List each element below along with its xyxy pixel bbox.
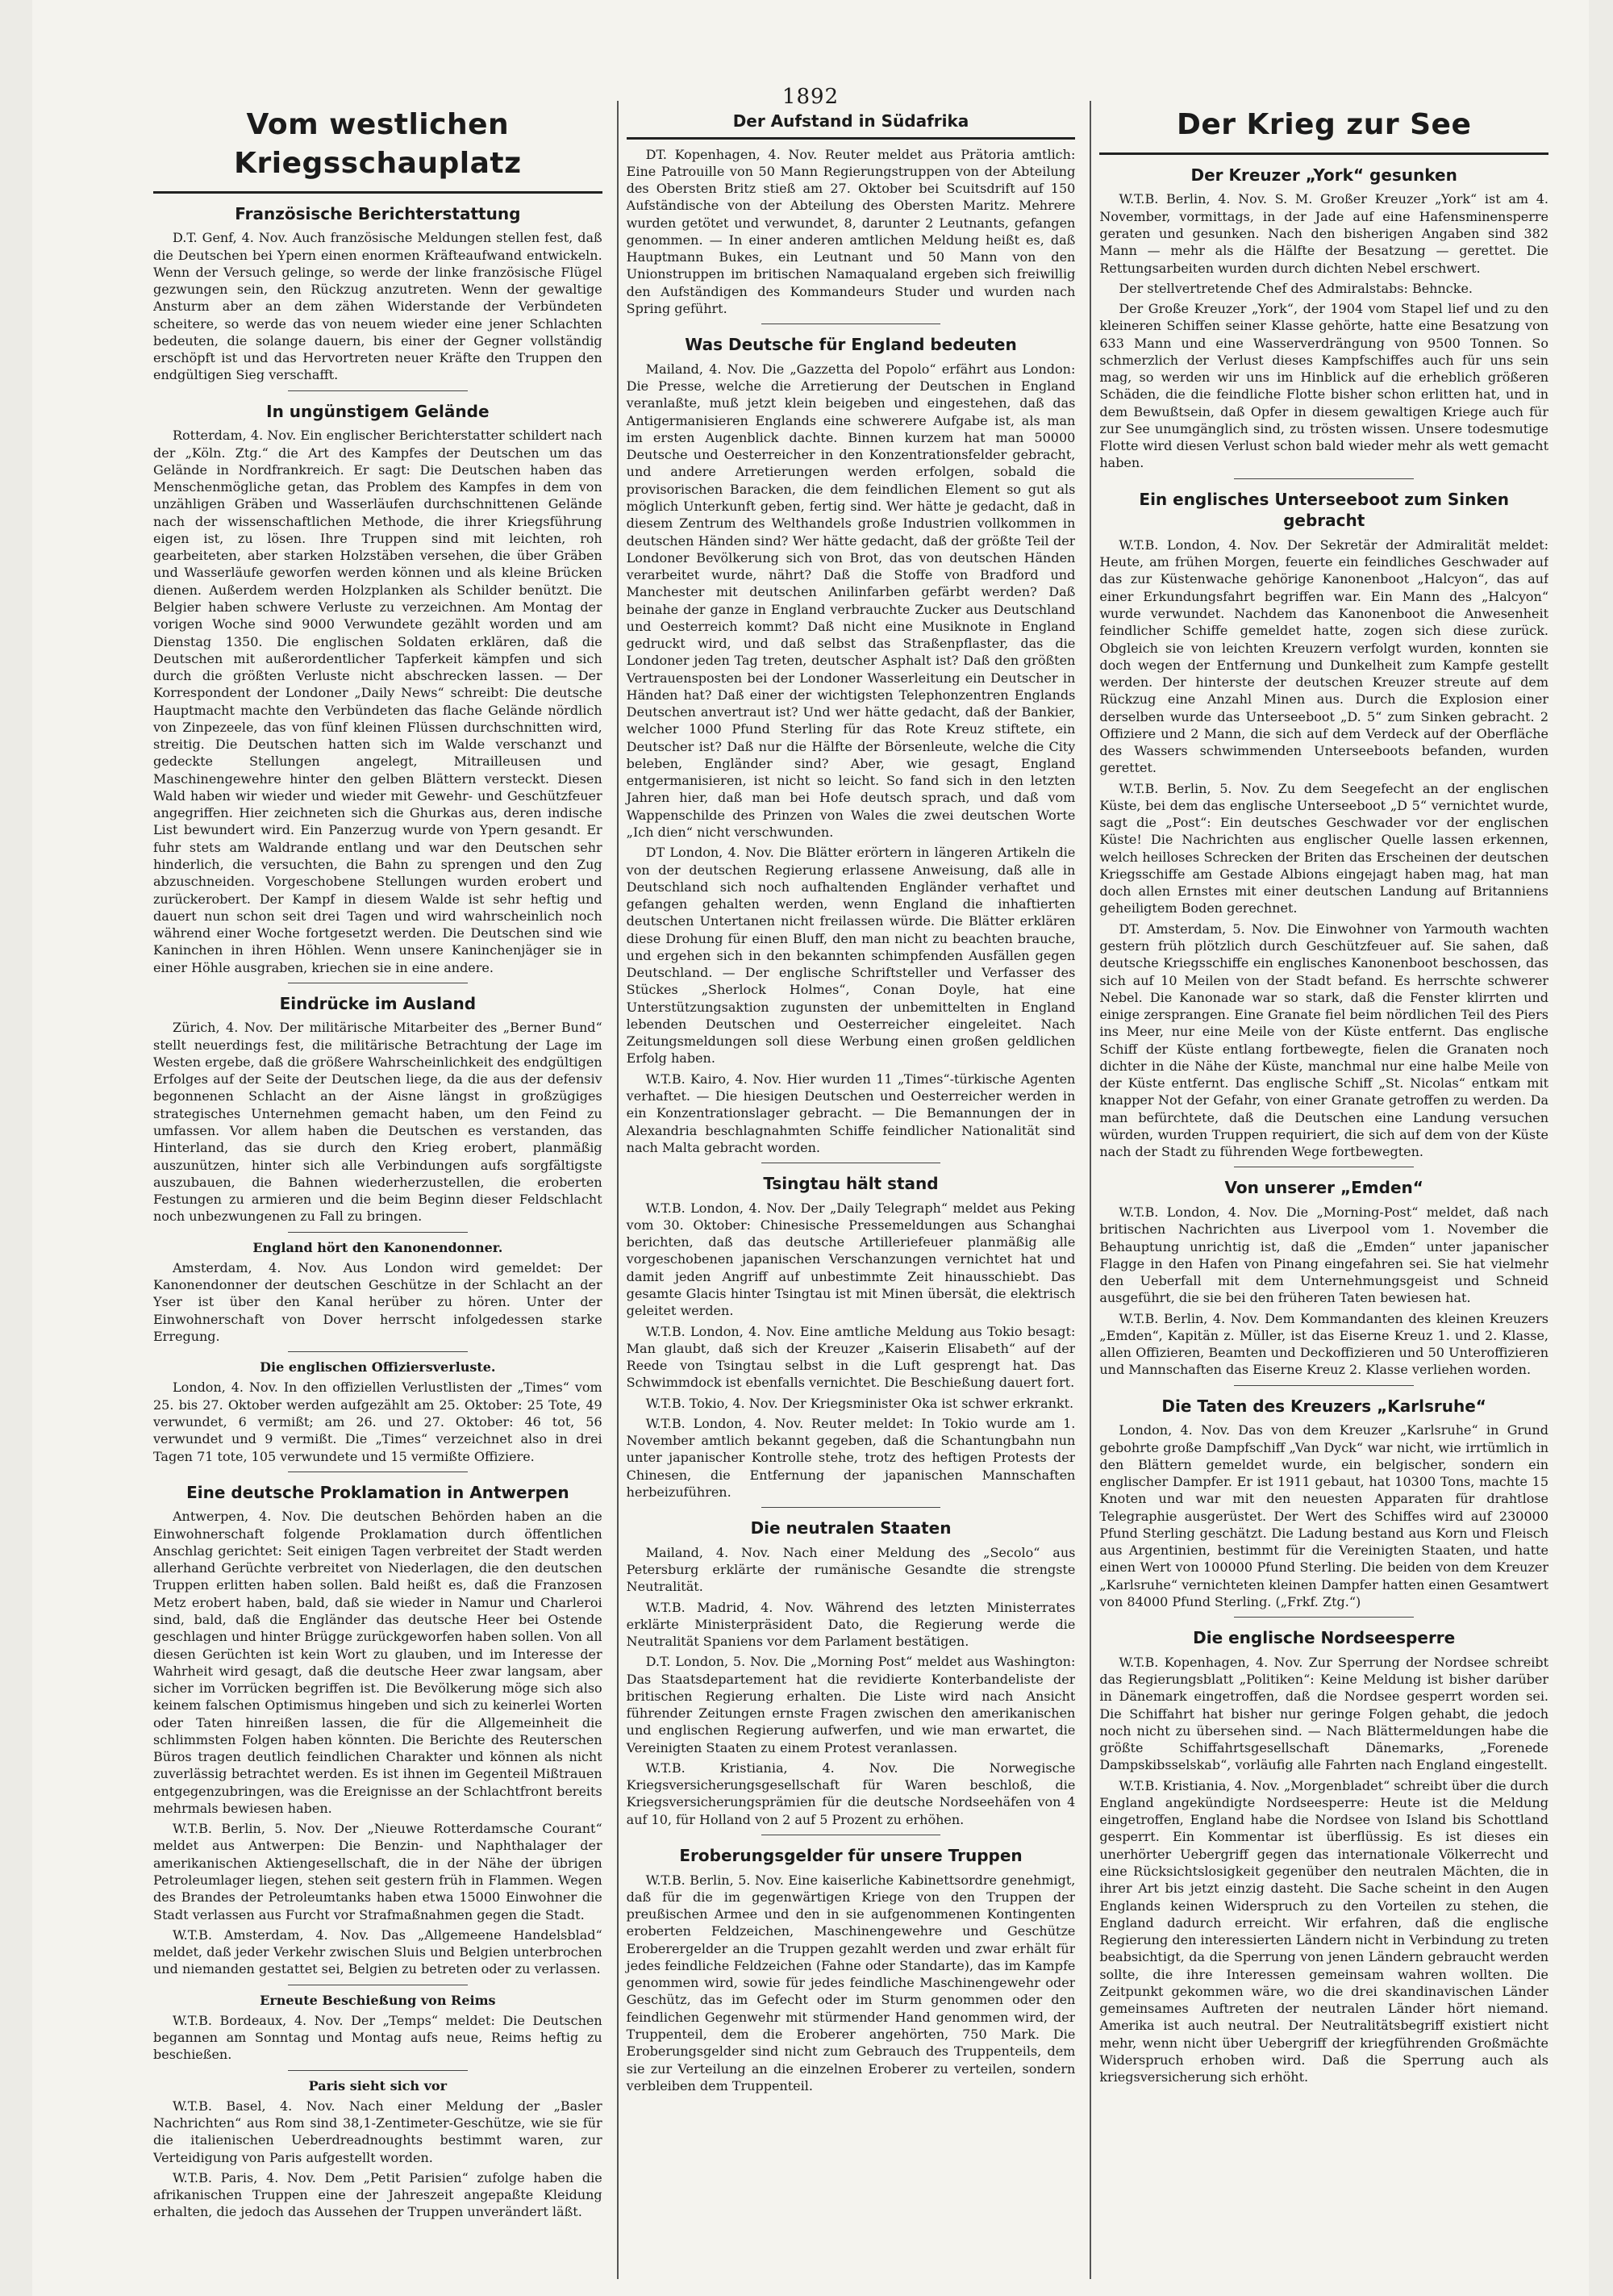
section-heading: In ungünstigem Gelände xyxy=(266,401,490,421)
article-paragraph: DT. Amsterdam, 5. Nov. Die Einwohner von Yarmouth wachten gestern früh plötzlich durch Geschützfeuer auf. Sie sahen, daß deutsche Kriegsschiffe ein englisches Kanonenboot beschossen, das sich auf 10 Meilen von der Stadt befand. Es herrschte schwerer Nebel. Die Kanonade war so stark, daß die Fenster klirrten und einige zersprangen. Eine Granate fiel beim nördlichen Teil des Piers ins Meer, nur eine Meile von der Küste entfernt. Das englische Schiff der Küste entlang fortbewegte, fielen die Granaten noch dichter in die Nähe der Küste, manchmal nur eine halbe Meile von der Küste entfernt. Das englische Schiff „St. Nicolas“ entkam mit knapper Not der Gefahr, von einer Granate getroffen zu werden. Da man befürchtete, daß die Deutschen eine Landung versuchen würden, wurden Truppen requiriert, die sich auf dem von der Küste nach der Stadt zu führenden Wege fortbewegten. xyxy=(1099,920,1549,1160)
article-paragraph: Mailand, 4. Nov. Nach einer Meldung des „Secolo“ aus Petersburg erklärte der rumänische Gesandte die strengste Neutralität. xyxy=(626,1544,1076,1595)
article-paragraph: W.T.B. Kristiania, 4. Nov. „Morgenbladet“ schreibt über die durch England angekündigte Nordseesperre: Heute ist die Meldung eingetroffen, England habe die Nordsee von Island bis Schottland gesperrt. Ein Kommentar ist überflüssig. Es ist dieses ein unerhörter Uebergriff gegen das internationale Völkerrecht und eine Rücksichtslosigkeit gegenüber den neutralen Mächten, die in ihrer Art bis jetzt einzig dasteht. Die Sache scheint in den Augen Englands keinen Widerspruch zu den Vorteilen zu stehen, die England dadurch erreicht. Wir erfahren, daß die englische Regierung den interessierten Ländern nicht in Verbindung zu treten beabsichtigt, da die Sperrung von jenen Ländern gebraucht werden sollte, die ihre Interessen gemeinsam wahren wollten. Die Zeitpunkt gekommen wäre, wo die drei skandinavischen Länder gemeinsames Auftreten der neutralen Länder hört niemand. Amerika ist auch neutral. Der Neutralitätsbegriff existiert nicht mehr, wenn nicht über Uebergriff der kriegführenden Großmächte Widerspruch erhoben wird. Daß die Sperrung auch als kriegsversicherung sich erhöht. xyxy=(1099,1777,1549,2085)
section-heading: Von unserer „Emden“ xyxy=(1224,1178,1423,1198)
article-paragraph: Zürich, 4. Nov. Der militärische Mitarbeiter des „Berner Bund“ stellt neuerdings fest, die militärische Betrachtung der Lage im Westen ergebe, daß die größere Wahrscheinlichkeit des endgültigen Erfolges auf der Seite der Deutschen liege, da die aus der defensiv begonnenen Schlacht an der Aisne längst in großzügiges strategisches Unternehmen gemacht haben, um den Feind zu umfassen. Vor allem haben die Deutschen es verstanden, das Hinterland, das sie durch den Krieg erobert, planmäßig auszunützen, hinter sich alle Verbindungen aufs sorgfältigste auszubauen, die Bahnen wiederherzustellen, die eroberten Festungen zu armieren und die beim Beginn dieser Feldschlacht noch unbezwungenen zu Fall zu bringen. xyxy=(153,1020,602,1225)
section-heading: Die Taten des Kreuzers „Karlsruhe“ xyxy=(1161,1396,1486,1416)
section-heading: Eindrücke im Ausland xyxy=(279,993,477,1013)
section-heading: Eine deutsche Proklamation in Antwerpen xyxy=(186,1482,569,1502)
article-paragraph: Antwerpen, 4. Nov. Die deutschen Behörden haben an die Einwohnerschaft folgende Proklamation durch öffentlichen Anschlag gerichtet: Seit einigen Tagen verbreitet der Stadt werden allerhand Gerüchte verbreitet von Niederlagen, die den deutschen Truppen erlitten haben sollen. Bald heißt es, daß die Franzosen Metz erobert haben, bald, daß sie wieder in Namur und Charleroi sind, bald, daß die Engländer das deutsche Heer bei Ostende geschlagen und hinter Brügge zurückgeworfen haben sollen. Von all diesen Gerüchten ist kein Wort zu glauben, und im Interesse der Wahrheit wird gesagt, daß die deutsche Heer zwar langsam, aber sicher im Vorrücken begriffen ist. Die Bevölkerung möge sich also keinem falschen Optimismus hingeben und sich zu keinerlei Worten oder Taten hinreißen lassen, die für die Allgemeinheit die schlimmsten Folgen haben könnten. Die Berichte des Reuterschen Büros tragen deutlich feindlichen Charakter und können als nicht zuverlässig betrachtet werden. Es ist ihnen im Gegenteil Mißtrauen entgegenzubringen, was die Ereignisse an der Schlachtfront bereits mehrmals bewiesen haben. xyxy=(153,1509,602,1816)
article-paragraph: W.T.B. Kairo, 4. Nov. Hier wurden 11 „Times“-türkische Agenten verhaftet. — Die hiesigen Deutschen und Oesterreicher werden in ein Konzentrationslager gebracht. — Die Bemannungen der in Alexandria beschlagnahmten Schiffe feindlicher Nationalität sind nach Malta gebracht worden. xyxy=(626,1071,1076,1155)
article-paragraph: D.T. Genf, 4. Nov. Auch französische Meldungen stellen fest, daß die Deutschen bei Ypern einen enormen Kräfteaufwand entwickeln. Wenn der Versuch gelinge, so werde der linke französische Flügel gezwungen sein, den Rückzug anzutreten. Wenn der gewaltige Ansturm aber an dem zähen Widerstande der Verbündeten scheitere, so werde das von neuem wieder eine jener Schlachten bedeuten, die solange dauern, bis einer der Gegner vollständig erschöpft ist und das Hervortreten neuer Kräfte den Truppen den endgültigen Sieg verschafft. xyxy=(153,230,602,383)
headline-rule xyxy=(153,191,602,194)
section-heading: Paris sieht sich vor xyxy=(308,2077,447,2094)
article-paragraph: D.T. London, 5. Nov. Die „Morning Post“ meldet aus Washington: Das Staatsdepartement hat die revidierte Konterbandeliste der britischen Regierung erhalten. Die Liste wird nach Ansicht führender Zeitungen ernste Fragen zwischen den amerikanischen und englischen Regierung aufwerfen, und wie man erwartet, die Vereinigten Staaten zu einem Protest veranlassen. xyxy=(626,1654,1076,1755)
columns xyxy=(153,101,1548,2279)
article-paragraph: W.T.B. Bordeaux, 4. Nov. Der „Temps“ meldet: Die Deutschen begannen am Sonntag und Montag aufs neue, Reims heftig zu beschießen. xyxy=(153,2012,602,2063)
article-paragraph: London, 4. Nov. Das von dem Kreuzer „Karlsruhe“ in Grund gebohrte große Dampfschiff „Van Dyck“ war nicht, wie irrtümlich in den Blättern gemeldet wurde, ein belgischer, sondern ein englischer Dampfer. Er ist 1911 gebaut, hat 10300 Tons, machte 15 Knoten und war mit den neuesten Apparaten für drahtlose Telegraphie ausgerüstet. Der Wert des Schiffes wird auf 230000 Pfund Sterling geschätzt. Die Ladung bestand aus Korn und Fleisch aus Argentinien, bestimmt für die Vereinigten Staaten, und hatte einen Wert von 100000 Pfund Sterling. Die beiden von dem Kreuzer „Karlsruhe“ vernichteten kleinen Dampfer hatten einen Gesamtwert von 84000 Pfund Sterling. („Frkf. Ztg.“) xyxy=(1099,1422,1549,1609)
section-divider xyxy=(1234,1617,1414,1618)
section-heading: Was Deutsche für England bedeuten xyxy=(685,335,1017,355)
article-paragraph: DT London, 4. Nov. Die Blätter erörtern in längeren Artikeln die von der deutschen Regierung erlassene Anweisung, daß alle in Deutschland sich noch aufhaltenden Engländer verhaftet und gefangen gehalten werden, wenn England die inhaftierten deutschen Untertanen nicht freilassen würde. Die Blätter erklären diese Drohung für einen Bluff, den man nicht zu beachten brauche, und ergehen sich in den bekannten schimpfenden Ausfällen gegen Deutschland. — Der englische Schriftsteller und Verfasser des Stückes „Sherlock Holmes“, Conan Doyle, hat eine Unterstützungsaktion zugunsten der unbemittelten in England lebenden Deutschen und Oesterreicher eingeleitet. Nach Zeitungsmeldungen soll diese Werbung einen großen geldlichen Erfolg haben. xyxy=(626,845,1076,1067)
article-paragraph: W.T.B. Berlin, 5. Nov. Zu dem Seegefecht an der englischen Küste, bei dem das englische Unterseeboot „D 5“ vernichtet wurde, sagt die „Post“: Ein deutsches Geschwader vor der englischen Küste! Die Nachrichten aus englischer Quelle lassen erkennen, welch heilloses Schrecken der Briten das Erscheinen der deutschen Kriegsschiffe am Gestade Albions eingejagt haben mag, hat man doch allen Ernstes mit einer deutschen Landung auf Britanniens geheiligtem Boden gerechnet. xyxy=(1099,780,1549,916)
headline-rule xyxy=(1099,152,1548,155)
article-paragraph: DT. Kopenhagen, 4. Nov. Reuter meldet aus Prätoria amtlich: Eine Patrouille von 50 Mann Regierungstruppen von der Abteilung des Obersten Britz stieß am 27. Oktober bei Scuitsdrift auf 150 Aufständische von der Abteilung des Obersten Maritz. Mehrere wurden getötet und verwundet, 8, darunter 2 Leutnants, gefangen genommen. — In einer anderen amtlichen Meldung heißt es, daß Hauptmann Bukes, ein Leutnant und 50 Mann von den Unionstruppen im britischen Namaqualand ergeben sich freiwillig den Aufständigen des Kommandeurs Studer und wurden nach Spring geführt. xyxy=(626,146,1076,316)
article-paragraph: W.T.B. Tokio, 4. Nov. Der Kriegsminister Oka ist schwer erkrankt. xyxy=(645,1395,1074,1411)
article-paragraph: W.T.B. Amsterdam, 4. Nov. Das „Allgemeene Handelsblad“ meldet, daß jeder Verkehr zwischen Sluis und Belgien unterbrochen und niemanden gestattet sei, Belgien zu betreten oder zu verlassen. xyxy=(153,1927,602,1977)
section-divider xyxy=(288,2070,468,2071)
article-paragraph: Rotterdam, 4. Nov. Ein englischer Berichterstatter schildert nach der „Köln. Ztg.“ die Art des Kampfes der Deutschen um das Gelände in Nordfrankreich. Er sagt: Die Deutschen haben das Menschenmögliche getan, das Problem des Kampfes in dem von unzähligen Gräben und Wasserläufen durchschnittenen Gelände nach der wissenschaftlichen Methode, die ihrer Kriegsführung eigen ist, zu lösen. Ihre Truppen sind mit leichten, roh gearbeiteten, aber starken Holzstäben versehen, die über Gräben und Wasserläufe geworfen werden können und als kleine Brücken dienen. Außerdem werden Holzplanken als Schilder benützt. Die Belgier haben schwere Verluste zu verzeichnen. Am Montag der vorigen Woche sind 9000 Verwundete gezählt worden und am Dienstag 1350. Die englischen Soldaten erklären, daß die Deutschen mit außerordentlicher Tapferkeit kämpfen und sich durch die größten Verluste nicht abschrecken lassen. — Der Korrespondent der Londoner „Daily News“ schreibt: Die deutsche Hauptmacht machte den Verbündeten das flache Gelände nördlich von Zinpezeele, das von fünf kleinen Flüssen durchschnitten wird, streitig. Die Deutschen hatten sich im Walde verschanzt und gedeckte Stellungen angelegt, Mitrailleusen und Maschinengewehre hinter den gelben Blättern versteckt. Diesen Wald haben wir wieder und wieder mit Gewehr- und Geschützfeuer angegriffen. Hier zeichneten sich die Ghurkas aus, deren indische List bewundert wird. Ein Panzerzug wurde von Ypern gesandt. Er fuhr stets am Waldrande entlang und war den Deutschen sehr hinderlich, die versuchten, die Bahn zu sprengen und den Zug abzuschneiden. Vorgeschobene Stellungen wurden erobert und zurückerobert. Der Kampf in diesem Walde ist sehr heftig und dauert nun schon seit drei Tagen und wird wahrscheinlich noch während einer Woche fortgesetzt werden. Die Deutschen sind wie Kaninchen in ihren Höhlen. Wenn unsere Kaninchenjäger sie in einer Höhle ausgraben, kriechen sie in eine andere. xyxy=(153,428,602,975)
section-heading: Ein englisches Unterseeboot zum Sinken gebracht xyxy=(1139,489,1509,531)
column-naval-war xyxy=(1090,101,1548,2279)
article-paragraph: W.T.B. Kopenhagen, 4. Nov. Zur Sperrung der Nordsee schreibt das Regierungsblatt „Politiken“: Keine Meldung ist bisher darüber in Dänemark eingetroffen, daß die Nordsee gesperrt worden sei. Die Schiffahrt hat bisher nur geringe Folgen gehabt, die jedoch noch nicht zu übersehen sind. — Nach Blättermeldungen habe die größte Schiffahrtsgesellschaft Dänemarks, „Forenede Dampskibsselskab“, vorläufig alle Fahrten nach England eingestellt. xyxy=(1099,1654,1549,1773)
article-paragraph: W.T.B. London, 4. Nov. Die „Morning-Post“ meldet, daß nach britischen Nachrichten aus Liverpool vom 1. November die Behauptung unrichtig ist, daß die „Emden“ unter japanischer Flagge in den Hafen von Pinang eingefahren sei. Sie hat vielmehr den Ueberfall mit dem Unternehmungsgeist und Schneid ausgeführt, die sie bei den früheren Taten bewiesen hat. xyxy=(1099,1204,1549,1306)
article-paragraph: Der Große Kreuzer „York“, der 1904 vom Stapel lief und zu den kleineren Schiffen seiner Klasse gehörte, hatte eine Besatzung von 633 Mann und eine Wasserverdrängung von 9500 Tonnen. So schmerzlich der Verlust dieses Kampfschiffes auch für uns sein mag, so werden wir uns im Hinblick auf die erheblich größeren Schäden, die die feindliche Flotte bisher schon erlitten hat, und in dem Bewußtsein, daß Opfer in diesem gewaltigen Kriege auch für zur See unumgänglich sind, zu trösten wissen. Unsere todesmutige Flotte wird diesen Verlust schon bald wieder mehr als wett gemacht haben. xyxy=(1099,301,1549,471)
article-paragraph: W.T.B. Basel, 4. Nov. Nach einer Meldung der „Basler Nachrichten“ aus Rom sind 38,1-Zentimeter-Geschütze, wie sie für die italienischen Ueberdreadnoughts bestimmt waren, zur Verteidigung von Paris aufgestellt worden. xyxy=(153,2098,602,2165)
section-heading: Die englische Nordseesperre xyxy=(1193,1628,1456,1648)
section-divider xyxy=(1234,1385,1414,1386)
column-headline: Vom westlichen Kriegsschauplatz xyxy=(234,108,522,180)
column-south-africa xyxy=(617,101,1076,2279)
article-paragraph: W.T.B. Madrid, 4. Nov. Während des letzten Ministerrates erklärte Ministerpräsident Dato, die Regierung werde die Neutralität Spaniens vor dem Parlament bestätigen. xyxy=(626,1599,1076,1650)
section-heading: Eroberungsgelder für unsere Truppen xyxy=(679,1846,1023,1866)
article-paragraph: W.T.B. Berlin, 4. Nov. S. M. Großer Kreuzer „York“ ist am 4. November, vormittags, in der Jade auf eine Hafensminensperre geraten und gesunken. Nach den bisherigen Angaben sind 382 Mann — mehr als die Hälfte der Besatzung — gerettet. Die Rettungsarbeiten wurden durch dichten Nebel erschwert. xyxy=(1099,191,1549,276)
article-paragraph: W.T.B. London, 4. Nov. Reuter meldet: In Tokio wurde am 1. November amtlich bekannt gegeben, daß die Schantungbahn nun unter japanischer Kontrolle stehe, trotz des heftigen Protests der Chinesen, die Entfernung der japanischen Mannschaften herbeizuführen. xyxy=(626,1415,1076,1500)
section-heading: England hört den Kanonendonner. xyxy=(252,1239,503,1255)
section-divider xyxy=(761,1507,941,1508)
article-paragraph: W.T.B. Paris, 4. Nov. Dem „Petit Parisien“ zufolge haben die afrikanischen Truppen eine der Jahreszeit angepaßte Kleidung erhalten, die jedoch das Aussehen der Truppen unverändert läßt. xyxy=(153,2169,602,2220)
article-paragraph: Mailand, 4. Nov. Die „Gazzetta del Popolo“ erfährt aus London: Die Presse, welche die Arretierung der Deutschen in England veranlaßte, muß jetzt klein beigeben und eingestehen, daß das Antigermanisieren Englands eine schwerere Aufgabe ist, als man im ersten Augenblick dachte. Binnen kurzem hat man 50000 Deutsche und Oesterreicher in den Konzentrationsfelder gebracht, und andere Arretierungen werden erfolgen, sobald die provisorischen Baracken, die dem feindlichen Element so gut als möglich Unterkunft geben, fertig sind. Wer hätte je gedacht, daß in diesem Zentrum des Welthandels große Industrien vollkommen in deutschen Händen sind? Wer hätte gedacht, daß der größte Teil der Londoner Bevölkerung sich von Brot, das von deutschen Händen verarbeitet wurde, nährt? Daß die Stoffe von Bradford und Manchester mit deutschen Anilinfarben gefärbt werden? Daß beinahe der ganze in England verbrauchte Zucker aus Deutschland und Oesterreich kommt? Daß nicht eine Musiknote in England gedruckt wird, und daß selbst das Straßenpflaster, das die Londoner jeden Tag treten, deutscher Asphalt ist? Daß den größten Vertrauensposten bei der Londoner Wasserleitung ein Deutscher in Händen hat? Daß einer der wichtigsten Telephonzentren Englands Deutschen anvertraut ist? Und wer hätte gedacht, daß der Bankier, welcher 1000 Pfund Sterling für das Rote Kreuz stiftete, ein Deutscher ist? Daß nur die Hälfte der Börsenleute, welche die City beleben, Engländer sind? Aber, wie gesagt, England entgermanisieren, ist nicht so leicht. So fand sich in den letzten Jahren hier, daß man bei Hofe deutsch sprach, und daß vom Wappenschilde des Prinzen von Wales die zwei deutschen Worte „Ich dien“ nicht verschwunden. xyxy=(626,361,1076,841)
section-heading: Tsingtau hält stand xyxy=(763,1174,939,1194)
article-paragraph: W.T.B. Berlin, 5. Nov. Eine kaiserliche Kabinettsordre genehmigt, daß für die im gegenwärtigen Kriege von den Truppen der preußischen Armee und den in sie aufgenommenen Kontingenten eroberten Feldzeichen, Maschinengewehre und Geschütze Eroberergelder an die Truppen gezahlt werden und zwar erhält für jedes feindliche Feldzeichen (Fahne oder Standarte), das im Kampfe genommen wird, sowie für jedes feindliche Maschinengewehr oder Geschütz, das im Gefecht oder im Sturm genommen oder den feindlichen Gegenwehr mit stürmender Hand genommen wird, der Truppenteil, dem die Eroberer angehörten, 750 Mark. Die Eroberungsgelder sind nicht zum Gebrauch des Truppenteils, dem sie zur Verteilung an die einzelnen Eroberer zu verteilen, sondern verbleiben dem Truppenteil. xyxy=(626,1872,1076,2094)
page-number: 1892 xyxy=(781,85,840,109)
column-headline: Der Aufstand in Südafrika xyxy=(732,111,969,131)
column-west-front xyxy=(153,101,602,2279)
headline-rule xyxy=(627,137,1076,140)
article-paragraph: Amsterdam, 4. Nov. Aus London wird gemeldet: Der Kanonendonner der deutschen Geschütze in der Schlacht an der Yser ist über den Kanal herüber zu hören. Unter der Einwohnerschaft von Dover herrscht infolgedessen starke Erregung. xyxy=(153,1259,602,1344)
section-heading: Französische Berichterstattung xyxy=(235,203,521,223)
article-paragraph: W.T.B. Kristiania, 4. Nov. Die Norwegische Kriegsversicherungsgesellschaft für Waren beschloß, die Kriegsversicherungsprämien für die deutsche Nordseehäfen von 4 auf 10, für Holland von 2 auf 5 Prozent zu erhöhen. xyxy=(626,1760,1076,1827)
article-paragraph: W.T.B. Berlin, 4. Nov. Dem Kommandanten des kleinen Kreuzers „Emden“, Kapitän z. Müller, ist das Eiserne Kreuz 1. und 2. Klasse, allen Offizieren, Beamten und Deckoffizieren und 50 Unteroffizieren und Mannschaften das Eiserne Kreuz 2. Klasse verliehen worden. xyxy=(1099,1310,1549,1378)
article-paragraph: London, 4. Nov. In den offiziellen Verlustlisten der „Times“ vom 25. bis 27. Oktober werden aufgezählt am 25. Oktober: 25 Tote, 49 verwundet, 6 vermißt; am 26. und 27. Oktober: 46 tot, 56 verwundet und 9 vermißt. Die „Times“ verzeichnet also in drei Tagen 71 tote, 105 verwundete und 15 vermißte Offiziere. xyxy=(153,1380,602,1464)
article-paragraph: W.T.B. London, 4. Nov. Der Sekretär der Admiralität meldet: Heute, am frühen Morgen, feuerte ein feindliches Geschwader auf das zur Küstenwache gehörige Kanonenboot „Halcyon“, das auf einer Erkundungsfahrt begriffen war. Ein Mann des „Halcyon“ wurde verwundet. Nachdem das Kanonenboot die Anwesenheit feindlicher Schiffe gemeldet hatte, zogen sich diese zurück. Obgleich sie von leichten Kreuzern verfolgt wurden, konnten sie doch wegen der Entfernung und Dunkelheit zum Kampfe gestellt werden. Der hinterste der deutschen Kreuzer streute auf dem Rückzug eine Anzahl Minen aus. Durch die Explosion einer derselben wurde das Unterseeboot „D. 5“ zum Sinken gebracht. 2 Offiziere und 2 Mann, die sich auf dem Verdeck auf der Oberfläche des Wassers schwimmenden Unterseeboots befanden, wurden gerettet. xyxy=(1099,536,1549,776)
section-heading: Der Kreuzer „York“ gesunken xyxy=(1190,165,1457,185)
article-paragraph: W.T.B. London, 4. Nov. Eine amtliche Meldung aus Tokio besagt: Man glaubt, daß sich der Kreuzer „Kaiserin Elisabeth“ auf der Reede von Tsingtau selbst in die Luft gesprengt hat. Das Schwimmdock ist ebenfalls vernichtet. Die Beschießung dauert fort. xyxy=(626,1323,1076,1391)
article-paragraph: Der stellvertretende Chef des Admiralstabs: Behncke. xyxy=(1119,280,1473,296)
article-paragraph: W.T.B. London, 4. Nov. Der „Daily Telegraph“ meldet aus Peking vom 30. Oktober: Chinesische Pressemeldungen aus Schanghai berichten, daß das deutsche Artilleriefeuer planmäßig alle vorgeschobenen japanischen Verschanzungen vernichtet hat und damit jeden Angriff auf unbestimmte Zeit hinausschiebt. Das gesamte Glacis hinter Tsingtau ist mit Minen übersät, die elektrisch geleitet werden. xyxy=(626,1200,1076,1319)
section-heading: Die englischen Offiziersverluste. xyxy=(260,1359,496,1376)
section-heading: Die neutralen Staaten xyxy=(750,1518,952,1538)
article-paragraph: W.T.B. Berlin, 5. Nov. Der „Nieuwe Rotterdamsche Courant“ meldet aus Antwerpen: Die Benzin- und Naphthalager der amerikanischen Aktiengesellschaft, die in der Nähe der übrigen Petroleumlager liegen, stehen seit gestern früh in Flammen. Wegen des Brandes der Petroleumtanks haben etwa 15000 Einwohner die Stadt verlassen aus Furcht vor Strafmaßnahmen gegen die Stadt. xyxy=(153,1821,602,1922)
section-heading: Erneute Beschießung von Reims xyxy=(260,1992,496,2008)
section-divider xyxy=(1234,478,1414,479)
newspaper-page xyxy=(32,0,1589,2296)
section-divider xyxy=(288,1232,468,1233)
section-divider xyxy=(288,1351,468,1352)
section-divider xyxy=(288,390,468,391)
column-headline: Der Krieg zur See xyxy=(1176,108,1472,141)
